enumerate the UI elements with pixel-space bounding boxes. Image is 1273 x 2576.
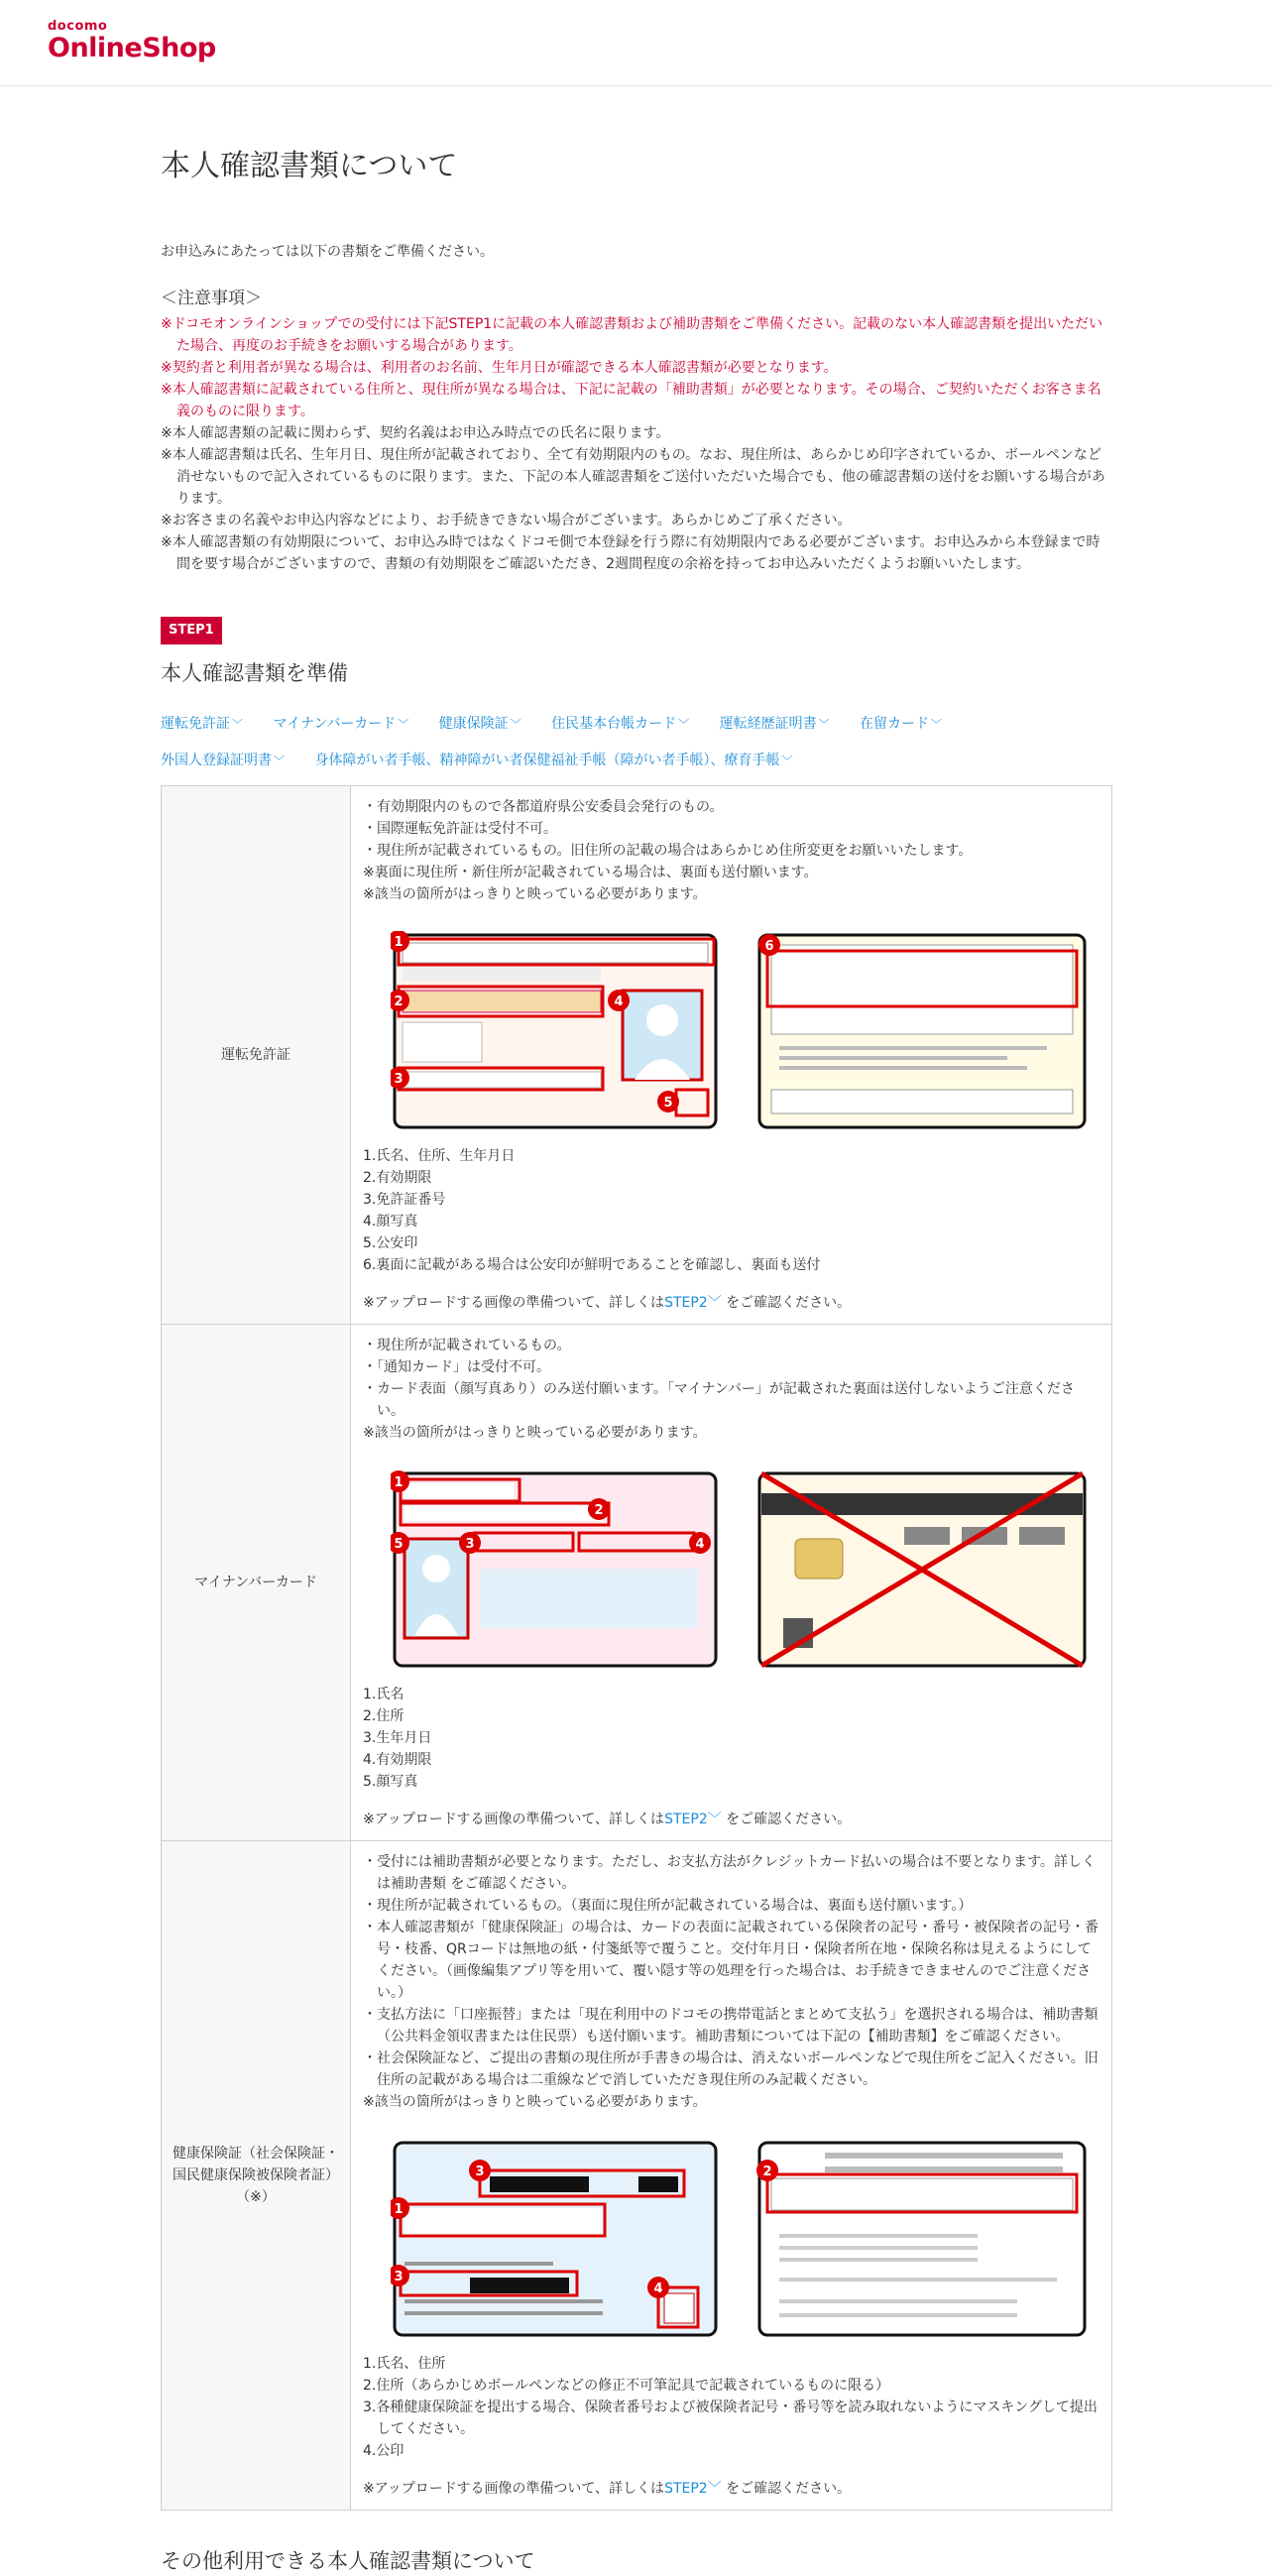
mynumber-bullets (363, 1335, 1099, 1444)
svg-text:3: 3 (465, 1537, 475, 1552)
license-back-illustration (755, 931, 1089, 1131)
list-item: 6.裏面に記載がある場合は公安印が鮮明であることを確認し、裏面も送付 (363, 1257, 821, 1273)
list-item: 1.氏名、住所 (363, 2356, 446, 2372)
upload-note-post: をご確認ください。 (721, 1812, 852, 1827)
list-item: ・現住所が記載されているもの。（裏面に現住所が記載されている場合は、裏面も送付願います。） (363, 1898, 973, 1914)
list-item: 2.有効期限 (363, 1170, 432, 1186)
nav-label: 運転免許証 (161, 716, 230, 732)
chevron-down-icon: ﹀ (232, 718, 243, 731)
nav-label: マイナンバーカード (273, 716, 397, 732)
note-item: ※本人確認書類に記載されている住所と、現住所が異なる場合は、下記に記載の「補助書類」が必要となります。その場合、ご契約いただくお客さま名義のものに限ります。 (161, 382, 1101, 419)
list-item: ・受付には補助書類が必要となります。ただし、お支払方法がクレジットカード払いの場合は不要となります。詳しくは補助書類 をご確認ください。 (363, 1854, 1096, 1892)
nav-label: 住民基本台帳カード (551, 716, 677, 732)
notes-list (161, 313, 1112, 575)
insurance-front-illustration (391, 2139, 720, 2339)
row-body (351, 786, 1112, 1325)
svg-text:5: 5 (663, 1096, 673, 1111)
insurance-check-items (363, 2353, 1099, 2462)
svg-text:2: 2 (394, 995, 404, 1009)
table-row (162, 1325, 1112, 1841)
svg-text:3: 3 (394, 1072, 404, 1087)
nav-link-residence-card[interactable] (860, 716, 942, 732)
nav-link-license[interactable] (161, 716, 243, 732)
list-item: ※該当の箇所がはっきりと映っている必要があります。 (363, 886, 707, 902)
chevron-down-icon: ﹀ (707, 1295, 722, 1311)
svg-text:2: 2 (762, 2165, 772, 2179)
list-item: 3.免許証番号 (363, 1192, 446, 1208)
nav-link-insurance[interactable] (439, 716, 521, 732)
nav-label: 運転経歴証明書 (719, 716, 817, 732)
upload-note-pre: ※アップロードする画像の準備ついて、詳しくは (363, 2481, 665, 2497)
list-item: 5.公安印 (363, 1235, 418, 1251)
step2-link-label: STEP2 (664, 1812, 708, 1827)
note-item: ※本人確認書類の記載に関わらず、契約名義はお申込み時点での氏名に限ります。 (161, 425, 670, 441)
svg-text:4: 4 (614, 995, 624, 1009)
upload-note-pre: ※アップロードする画像の準備ついて、詳しくは (363, 1295, 665, 1311)
row-label: マイナンバーカード (162, 1325, 351, 1841)
list-item: ※該当の箇所がはっきりと映っている必要があります。 (363, 1425, 707, 1441)
list-item: ・社会保険証など、ご提出の書類の現住所が手書きの場合は、消えないボールペンなどで現住所をご記入ください。旧住所の記載がある場合は二重線などで消していただき現住所のみ記載ください。 (363, 2050, 1099, 2088)
list-item: ・現住所が記載されているもの。 (363, 1338, 571, 1353)
list-item: ※該当の箇所がはっきりと映っている必要があります。 (363, 2094, 707, 2110)
mynumber-check-items (363, 1684, 1099, 1793)
license-figures (391, 931, 1099, 1131)
row-label: 健康保険証（社会保険証・国民健康保険被保険者証）（※） (162, 1841, 351, 2511)
chevron-down-icon: ﹀ (510, 718, 521, 731)
chevron-down-icon: ﹀ (707, 1812, 722, 1827)
nav-label: 身体障がい者手帳、精神障がい者保健福祉手帳（障がい者手帳）、療育手帳 (314, 753, 780, 768)
upload-note (363, 2478, 1099, 2500)
step2-link-label: STEP2 (664, 1295, 708, 1311)
svg-text:6: 6 (764, 939, 774, 954)
chevron-down-icon: ﹀ (818, 718, 830, 731)
upload-note-post: をご確認ください。 (721, 1295, 852, 1311)
docomo-online-shop-logo[interactable] (48, 20, 216, 63)
nav-link-alien-registration[interactable] (161, 753, 285, 768)
license-check-items (363, 1145, 1099, 1276)
chevron-down-icon: ﹀ (931, 718, 943, 731)
list-item: ・国際運転免許証は受付不可。 (363, 821, 557, 837)
upload-note (363, 1809, 1099, 1830)
step2-link-label: STEP2 (664, 2481, 708, 2497)
list-item: ・有効期限内のもので各都道府県公安委員会発行のもの。 (363, 799, 724, 815)
logo-docomo: docomo (48, 19, 108, 34)
note-item: ※ドコモオンラインショップでの受付には下記STEP1に記載の本人確認書類および補助書類をご準備ください。記載のない本人確認書類を提出いただいた場合、再度のお手続きをお願いする場合があります。 (161, 316, 1103, 354)
note-item: ※お客さまの名義やお申込内容などにより、お手続きできない場合がございます。あらかじめご了承ください。 (161, 513, 852, 528)
list-item: ・カード表面（顔写真あり）のみ送付願います。「マイナンバー」が記載された裏面は送付しないようご注意ください。 (363, 1381, 1075, 1419)
mynumber-front-illustration (391, 1469, 720, 1670)
svg-text:3: 3 (394, 2270, 404, 2284)
nav-label: 外国人登録証明書 (161, 753, 272, 768)
mynumber-back-illustration (755, 1469, 1089, 1670)
notes-title: ＜注意事項＞ (161, 289, 262, 308)
other-docs-title: その他利用できる本人確認書類について (161, 2549, 535, 2573)
list-item: 1.氏名、住所、生年月日 (363, 1148, 516, 1164)
list-item: ・「通知カード」は受付不可。 (363, 1359, 550, 1375)
mynumber-figures (391, 1469, 1099, 1670)
chevron-down-icon: ﹀ (274, 755, 285, 767)
chevron-down-icon: ﹀ (781, 755, 793, 767)
row-body (351, 1325, 1112, 1841)
site-header (0, 0, 1273, 86)
chevron-down-icon: ﹀ (398, 718, 409, 731)
main-content (161, 85, 1112, 2576)
svg-text:3: 3 (475, 2165, 485, 2179)
svg-text:4: 4 (653, 2282, 663, 2296)
logo-onlineshop: OnlineShop (48, 33, 216, 63)
svg-text:5: 5 (394, 1537, 404, 1552)
list-item: ・支払方法に「口座振替」または「現在利用中のドコモの携帯電話とまとめて支払う」を選択される場合は、補助書類（公共料金領収書または住民票）も送付願います。補助書類については下記の【補助書類】をご確認ください。 (363, 2007, 1099, 2045)
list-item: 3.生年月日 (363, 1730, 432, 1746)
step2-link[interactable] (664, 1812, 722, 1827)
id-docs-table (161, 785, 1112, 2511)
nav-label: 在留カード (860, 716, 930, 732)
upload-note-post: をご確認ください。 (721, 2481, 852, 2497)
list-item: 3.各種健康保険証を提出する場合、保険者番号および被保険者記号・番号等を読み取れないようにマスキングして提出してください。 (363, 2400, 1098, 2437)
insurance-back-illustration (755, 2139, 1089, 2339)
svg-text:1: 1 (394, 1475, 404, 1490)
intro-text: お申込みにあたっては以下の書類をご準備ください。 (161, 244, 494, 260)
list-item: ・本人確認書類が「健康保険証」の場合は、カードの表面に記載されている保険者の記号・番号・被保険者の記号・番号・枝番、QRコードは無地の紙・付箋紙等で覆うこと。交付年月日・保険者所在地・保険名称は見えるようにしてください。（画像編集アプリ等を用いて、覆い隠す等の処理を行った場合は、お手続きできませんのでご注意ください。） (363, 1920, 1099, 2001)
page-title: 本人確認書類について (161, 149, 458, 183)
row-body (351, 1841, 1112, 2511)
nav-link-juki-card[interactable] (551, 716, 689, 732)
list-item: 4.公印 (363, 2443, 405, 2459)
nav-link-driving-history[interactable] (720, 716, 830, 732)
upload-note (363, 1292, 1099, 1314)
upload-note-pre: ※アップロードする画像の準備ついて、詳しくは (363, 1812, 665, 1827)
row-label: 運転免許証 (162, 786, 351, 1325)
nav-link-disability-cert[interactable] (314, 753, 792, 768)
svg-text:1: 1 (394, 935, 404, 950)
table-row (162, 786, 1112, 1325)
note-item: ※本人確認書類の有効期限について、お申込み時ではなくドコモ側で本登録を行う際に有効期限内である必要がございます。お申込みから本登録まで時間を要す場合がございますので、書類の有効期限をご確認いただき、2週間程度の余裕を持ってお申込みいただくようお願いいたします。 (161, 534, 1100, 572)
note-item: ※契約者と利用者が異なる場合は、利用者のお名前、生年月日が確認できる本人確認書類が必要となります。 (161, 360, 838, 376)
list-item: ・現住所が記載されているもの。旧住所の記載の場合はあらかじめ住所変更をお願いいたします。 (363, 843, 973, 859)
list-item: 2.住所（あらかじめボールペンなどの修正不可筆記具で記載されているものに限る） (363, 2378, 890, 2394)
chevron-down-icon: ﹀ (707, 2481, 722, 2497)
step-badge: STEP1 (161, 617, 222, 644)
note-item: ※本人確認書類は氏名、生年月日、現住所が記載されており、全て有効期限内のもの。なお、現住所は、あらかじめ印字されているか、ボールペンなど消せないもので記入されているものに限ります。また、下記の本人確認書類をご送付いただいた場合でも、他の確認書類の送付をお願いする場合があります。 (161, 447, 1105, 507)
list-item: 4.顔写真 (363, 1214, 418, 1229)
insurance-bullets (363, 1851, 1099, 2113)
insurance-figures (391, 2139, 1099, 2339)
license-front-illustration (391, 931, 720, 1131)
list-item: 4.有効期限 (363, 1752, 432, 1768)
list-item: 5.顔写真 (363, 1774, 418, 1790)
nav-link-mynumber[interactable] (273, 716, 408, 732)
svg-text:4: 4 (695, 1537, 705, 1552)
doc-type-nav (161, 706, 1112, 779)
list-item: 2.住所 (363, 1708, 405, 1724)
list-item: 1.氏名 (363, 1687, 405, 1702)
license-bullets (363, 796, 1099, 905)
list-item: ※裏面に現住所・新住所が記載されている場合は、裏面も送付願います。 (363, 865, 818, 880)
step2-link[interactable] (664, 1295, 722, 1311)
svg-text:1: 1 (394, 2202, 404, 2217)
table-row (162, 1841, 1112, 2511)
step2-link[interactable] (664, 2481, 722, 2497)
chevron-down-icon: ﹀ (678, 718, 690, 731)
nav-label: 健康保険証 (438, 716, 509, 732)
step-title: 本人確認書類を準備 (161, 661, 348, 685)
svg-text:2: 2 (594, 1503, 604, 1518)
